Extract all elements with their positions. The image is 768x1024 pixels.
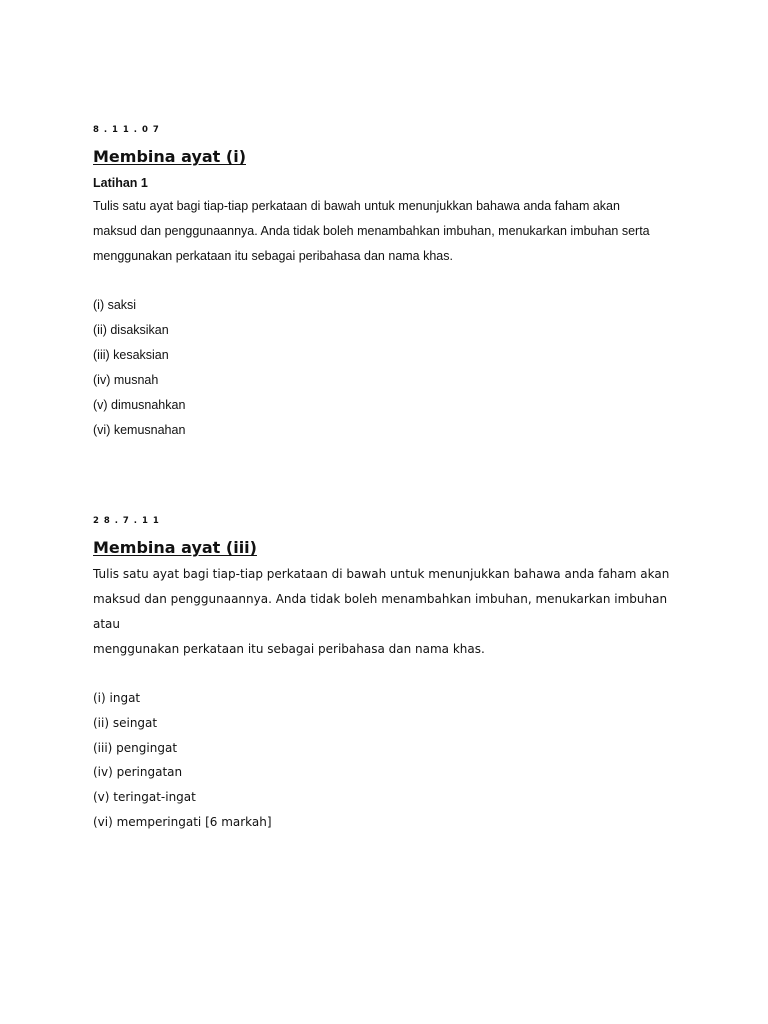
paragraph-line: menggunakan perkataan itu sebagai peribahasa dan nama khas. (93, 642, 485, 656)
paragraph-line: Tulis satu ayat bagi tiap-tiap perkataan di bawah untuk menunjukkan bahawa anda faham akan (93, 567, 670, 581)
list-item: (iii) pengingat (93, 740, 178, 755)
section-membina-ayat-i (93, 125, 693, 443)
word-list (93, 686, 693, 835)
section-subtitle: Latihan 1 (93, 176, 148, 190)
instruction-paragraph (93, 562, 693, 662)
list-item: (vi) memperingati [6 markah] (93, 814, 272, 829)
list-item: (iv) peringatan (93, 765, 183, 780)
instruction-paragraph (93, 194, 693, 269)
list-item: (iv) musnah (93, 373, 159, 387)
paragraph-line: Tulis satu ayat bagi tiap-tiap perkataan di bawah untuk menunjukkan bahawa anda faham akan (93, 199, 620, 213)
list-item: (ii) seingat (93, 715, 158, 730)
paragraph-line: maksud dan penggunaannya. Anda tidak boleh menambahkan imbuhan, menukarkan imbuhan serta (93, 224, 650, 238)
section-title: Membina ayat (iii) (93, 538, 257, 557)
section-title: Membina ayat (i) (93, 147, 246, 166)
list-item: (i) saksi (93, 298, 137, 312)
list-item: (iii) kesaksian (93, 348, 169, 362)
list-item: (vi) kemusnahan (93, 423, 186, 437)
section-date: 8 . 1 1 . 0 7 (93, 125, 160, 135)
list-item: (ii) disaksikan (93, 323, 169, 337)
paragraph-line: menggunakan perkataan itu sebagai peribahasa dan nama khas. (93, 249, 453, 263)
list-item: (v) dimusnahkan (93, 398, 186, 412)
section-membina-ayat-iii (93, 516, 693, 835)
word-list (93, 293, 693, 443)
list-item: (i) ingat (93, 691, 141, 705)
paragraph-line: maksud dan penggunaannya. Anda tidak boleh menambahkan imbuhan, menukarkan imbuhan atau (93, 592, 668, 631)
list-item: (v) teringat-ingat (93, 790, 196, 805)
section-date: 2 8 . 7 . 1 1 (93, 516, 160, 526)
